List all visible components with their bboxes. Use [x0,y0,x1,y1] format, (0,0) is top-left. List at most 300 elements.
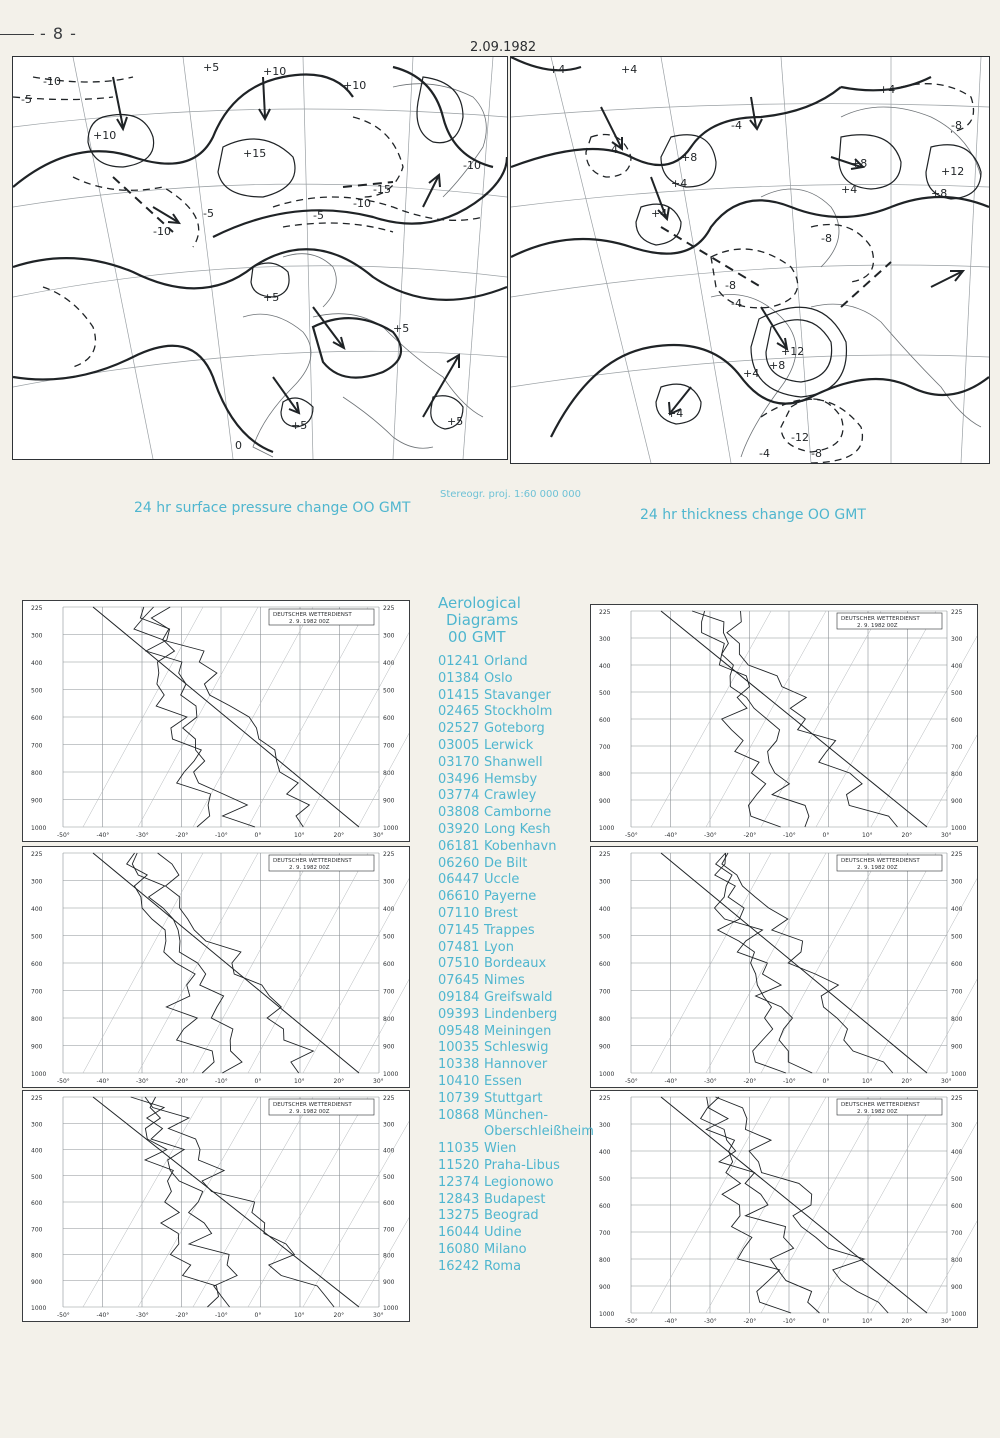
pressure-tick-label: 300 [383,1121,395,1129]
thickness-label: +4 [621,63,638,76]
station-code: 16080 [438,1241,480,1257]
station-code: 07481 [438,939,480,955]
legend-title-line: 00 GMT [448,628,506,646]
pressure-tick-label: 300 [383,878,395,886]
temperature-tick-label: -40° [96,1078,110,1085]
pressure-tick-label: 500 [599,1176,611,1183]
station-name: Lindenberg [484,1006,558,1022]
station-code: 16242 [438,1258,480,1274]
station-code: 01384 [438,670,480,686]
temperature-tick-label: -40° [96,832,110,839]
temperature-tick-label: -30° [136,1312,149,1319]
station-row [438,1141,594,1158]
station-row [438,1091,594,1108]
pressure-tick-label: 800 [383,1252,395,1260]
pressure-tick-label: 600 [951,1203,963,1210]
temperature-tick-label: 30° [373,1312,384,1319]
surface-pressure-change-map [12,56,508,460]
pressure-tick-label: 700 [31,1226,43,1234]
pressure-tick-label: 400 [951,906,963,913]
pressure-tick-label: 800 [951,1016,963,1023]
temperature-tick-label: -10° [783,1318,796,1325]
diagram-header-text: DEUTSCHER WETTERDIENST [273,612,352,618]
pressure-tick-label: 400 [951,1149,963,1156]
thickness-label: +4 [549,63,566,76]
station-row [438,1242,594,1259]
station-row [438,1108,594,1125]
diagram-date-text: 2. 9. 1982 00Z [857,865,898,871]
aerological-diagram [22,1090,410,1322]
pressure-tick-label: 225 [383,1095,395,1102]
page-date: 2.09.1982 [470,40,537,55]
station-name: Stuttgart [484,1090,543,1106]
station-name: Udine [484,1225,522,1241]
station-name: Budapest [484,1191,546,1207]
pressure-tick-label: 400 [383,1147,395,1155]
pressure-tick-label: 600 [951,717,963,724]
pressure-tick-label: 900 [31,797,43,805]
station-name: Stockholm [484,704,553,720]
thickness-label: +12 [941,165,965,178]
pressure-tick-label: 900 [599,798,611,805]
thickness-label: -12 [791,431,809,444]
pressure-tick-label: 700 [951,744,963,751]
isallobar-label: -10 [463,159,481,172]
legend-title-line: Aerological [438,594,521,612]
pressure-tick-label: 700 [31,988,43,996]
diagram-header-text: DEUTSCHER WETTERDIENST [841,858,920,864]
pressure-tick-label: 225 [951,851,963,858]
pressure-tick-label: 400 [383,906,395,913]
temperature-tick-label: 0° [822,832,830,839]
station-row [438,1074,594,1091]
station-code: 12843 [438,1191,480,1207]
pressure-tick-label: 700 [951,988,963,996]
pressure-tick-label: 500 [383,1173,395,1181]
isallobar-label: +5 [393,322,410,335]
aerological-diagram [590,846,978,1088]
pressure-tick-label: 500 [31,1173,43,1181]
temperature-tick-label: -50° [625,1318,638,1325]
page-number: - 8 - [40,24,77,43]
temperature-tick-label: 10° [862,1318,873,1325]
pressure-tick-label: 500 [31,933,43,941]
pressure-tick-label: 1000 [383,1305,399,1312]
pressure-tick-label: 900 [599,1284,611,1291]
temperature-tick-label: -10° [215,1078,228,1085]
station-name: Shanwell [484,754,543,770]
thickness-label: -8 [811,447,822,460]
aerological-diagram-drawing [591,847,977,1087]
station-name: Trappes [484,922,535,938]
surface-pressure-caption: 24 hr surface pressure change OO GMT [134,500,411,516]
projection-note: Stereogr. proj. 1:60 000 000 [440,489,581,500]
temperature-tick-label: 0° [822,1078,830,1085]
station-code: 10410 [438,1073,480,1089]
thickness-change-map [510,56,990,464]
station-code: 03808 [438,805,480,821]
pressure-tick-label: 300 [31,632,43,640]
pressure-tick-label: 600 [31,715,43,722]
isallobar-label: -15 [373,183,391,196]
isallobar-label: +10 [93,129,117,142]
thickness-label: +12 [781,345,805,358]
temperature-tick-label: -30° [136,832,149,839]
pressure-tick-label: 600 [383,1200,395,1207]
pressure-tick-label: 600 [383,961,395,968]
temperature-tick-label: 30° [941,1078,952,1085]
station-row [438,1225,594,1242]
temperature-tick-label: -20° [743,832,757,839]
station-name: Brest [484,905,518,921]
thickness-label: +4 [841,183,858,196]
thickness-label: +4 [671,177,688,190]
temperature-tick-label: 10° [294,1312,305,1319]
aerological-diagram [22,846,410,1088]
pressure-tick-label: 700 [383,742,395,750]
temperature-tick-label: 30° [373,832,384,839]
thickness-label: +4 [879,83,896,96]
pressure-tick-label: 700 [599,744,611,751]
station-name: Uccle [484,872,520,888]
pressure-tick-label: 300 [951,878,963,886]
pressure-tick-label: 225 [599,1095,611,1102]
station-code: 07110 [438,905,480,921]
temperature-tick-label: -30° [136,1078,149,1085]
pressure-tick-label: 1000 [951,1071,967,1078]
pressure-tick-label: 500 [951,690,963,697]
temperature-tick-label: 20° [333,832,345,839]
pressure-tick-label: 600 [951,961,963,968]
temperature-tick-label: -50° [57,1078,70,1085]
station-name: Meiningen [484,1023,552,1039]
pressure-tick-label: 600 [599,1203,611,1210]
pressure-tick-label: 1000 [599,1311,615,1318]
station-name: Bordeaux [484,956,547,972]
pressure-tick-label: 300 [599,1122,611,1129]
station-code: 06260 [438,855,480,871]
pressure-tick-label: 500 [951,1176,963,1183]
isallobar-label: -5 [21,93,32,106]
temperature-tick-label: 10° [294,832,305,839]
pressure-tick-label: 1000 [599,825,615,832]
pressure-tick-label: 1000 [599,1071,615,1078]
pressure-tick-label: 1000 [31,1071,47,1078]
temperature-tick-label: -20° [175,1078,189,1085]
station-row [438,839,594,856]
station-code: 11035 [438,1141,480,1157]
station-row [438,906,594,923]
station-row [438,805,594,822]
temperature-tick-label: -50° [625,1078,638,1085]
station-row [438,956,594,973]
temperature-tick-label: -30° [704,1078,717,1085]
thickness-label: -4 [731,297,742,310]
pressure-tick-label: 800 [383,1016,395,1023]
aerological-diagram [590,1090,978,1328]
station-row [438,738,594,755]
temperature-tick-label: -10° [215,1312,228,1319]
pressure-tick-label: 900 [383,797,395,805]
pressure-tick-label: 1000 [951,1311,967,1318]
station-code: 07645 [438,973,480,989]
temperature-tick-label: -40° [664,1078,678,1085]
aerological-diagram-drawing [591,605,977,841]
pressure-tick-label: 400 [599,1149,611,1156]
pressure-tick-label: 1000 [31,825,47,832]
temperature-tick-label: -30° [704,832,717,839]
pressure-tick-label: 300 [31,878,43,886]
temperature-tick-label: -40° [664,1318,678,1325]
isallobar-label: -10 [153,225,171,238]
station-row [438,1208,594,1225]
pressure-tick-label: 1000 [383,1071,399,1078]
station-row [438,1158,594,1175]
legend-title-line: Diagrams [446,611,519,629]
thickness-label: -8 [821,232,832,245]
station-code: 03496 [438,771,480,787]
temperature-tick-label: -10° [215,832,228,839]
temperature-tick-label: -50° [57,1312,70,1319]
pressure-tick-label: 400 [383,660,395,667]
station-row [438,788,594,805]
pressure-tick-label: 225 [31,851,43,858]
temperature-tick-label: 10° [862,832,873,839]
pressure-tick-label: 400 [31,1147,43,1155]
pressure-tick-label: 225 [951,1095,963,1102]
station-row [438,721,594,738]
pressure-tick-label: 600 [31,1200,43,1207]
pressure-tick-label: 300 [383,632,395,640]
diagram-header-text: DEUTSCHER WETTERDIENST [273,858,352,864]
station-row [438,923,594,940]
temperature-tick-label: 30° [941,1318,952,1325]
pressure-tick-label: 900 [31,1043,43,1051]
pressure-tick-label: 800 [599,771,611,778]
isallobar-label: +5 [203,61,220,74]
isallobar-label: +15 [243,147,267,160]
aerological-legend-title [438,595,521,646]
diagram-header-text: DEUTSCHER WETTERDIENST [841,1102,920,1108]
station-code: 02465 [438,704,480,720]
temperature-tick-label: 0° [254,1312,262,1319]
station-name: Camborne [484,805,552,821]
pressure-tick-label: 300 [951,1122,963,1129]
pressure-tick-label: 500 [383,687,395,695]
isallobar-label: +10 [263,65,287,78]
pressure-tick-label: 1000 [31,1305,47,1312]
thickness-label: -4 [607,143,618,156]
station-code: 01415 [438,687,480,703]
pressure-tick-label: 700 [951,1230,963,1237]
thickness-label: -8 [951,119,962,132]
diagram-date-text: 2. 9. 1982 00Z [857,1109,898,1115]
station-code: 10035 [438,1040,480,1056]
station-name: Roma [484,1258,522,1274]
pressure-tick-label: 900 [383,1278,395,1286]
station-row [438,704,594,721]
aerological-diagram-drawing [23,1091,409,1321]
thickness-label: +4 [651,207,668,220]
station-code: 06181 [438,838,480,854]
pressure-tick-label: 500 [951,933,963,941]
station-row [438,990,594,1007]
thickness-label: +8 [681,151,698,164]
isallobar-label: +5 [291,419,308,432]
station-row [438,1124,594,1141]
thickness-label: +8 [769,359,786,372]
station-code: 09393 [438,1006,480,1022]
pressure-tick-label: 225 [951,609,963,616]
pressure-tick-label: 900 [31,1278,43,1286]
temperature-tick-label: -50° [625,832,638,839]
station-name: Hemsby [484,771,538,787]
pressure-tick-label: 500 [383,933,395,941]
pressure-tick-label: 400 [31,660,43,667]
diagram-date-text: 2. 9. 1982 00Z [289,1109,330,1115]
station-code: 10739 [438,1090,480,1106]
diagram-date-text: 2. 9. 1982 00Z [289,619,330,625]
station-name: Goteborg [484,721,545,737]
pressure-tick-label: 225 [383,851,395,858]
temperature-tick-label: 10° [294,1078,305,1085]
pressure-tick-label: 500 [599,690,611,697]
diagram-header-text: DEUTSCHER WETTERDIENST [841,616,920,622]
aerological-diagram-drawing [23,601,409,841]
pressure-tick-label: 900 [383,1043,395,1051]
station-code: 13275 [438,1208,480,1224]
station-name: Schleswig [484,1040,549,1056]
isallobar-label: -10 [43,75,61,88]
pressure-tick-label: 800 [31,1252,43,1260]
temperature-tick-label: -20° [175,832,189,839]
pressure-tick-label: 900 [951,1284,963,1291]
thickness-label: -8 [725,279,736,292]
temperature-tick-label: 20° [333,1312,345,1319]
pressure-tick-label: 225 [599,609,611,616]
station-code: 03170 [438,754,480,770]
temperature-tick-label: 0° [822,1318,830,1325]
temperature-tick-label: 30° [373,1078,384,1085]
temperature-tick-label: -30° [704,1318,717,1325]
temperature-tick-label: -10° [783,832,796,839]
isallobar-label: -5 [313,209,324,222]
station-name: Stavanger [484,687,551,703]
station-code: 06610 [438,889,480,905]
temperature-tick-label: 20° [901,1318,913,1325]
pressure-tick-label: 300 [31,1121,43,1129]
aerological-diagram [590,604,978,842]
temperature-tick-label: -20° [743,1078,757,1085]
station-row [438,1024,594,1041]
station-name: Oberschleißheim [484,1124,594,1140]
pressure-tick-label: 900 [951,1043,963,1051]
aerological-diagram-drawing [591,1091,977,1327]
thickness-label: -4 [759,447,770,460]
station-row [438,1040,594,1057]
pressure-tick-label: 1000 [383,825,399,832]
station-name: Essen [484,1073,522,1089]
pressure-tick-label: 800 [31,770,43,777]
pressure-tick-label: 225 [31,605,43,612]
temperature-tick-label: -20° [743,1318,757,1325]
station-row [438,1007,594,1024]
pressure-tick-label: 300 [599,878,611,886]
pressure-tick-label: 225 [599,851,611,858]
surface-pressure-map-drawing [13,57,507,459]
station-name: Crawley [484,788,537,804]
station-name: Nimes [484,973,525,989]
pressure-tick-label: 900 [951,798,963,805]
station-row [438,755,594,772]
station-name: Wien [484,1141,517,1157]
station-name: München- [484,1107,549,1123]
pressure-tick-label: 500 [599,933,611,941]
station-name: Long Kesh [484,821,551,837]
thickness-label: +8 [931,187,948,200]
temperature-tick-label: -10° [783,1078,796,1085]
thickness-map-drawing [511,57,989,463]
station-code: 02527 [438,721,480,737]
station-code: 03005 [438,737,480,753]
temperature-tick-label: 20° [333,1078,345,1085]
thickness-label: +4 [743,367,760,380]
isallobar-label: 0 [235,439,242,452]
isallobar-label: +5 [447,415,464,428]
pressure-tick-label: 300 [599,636,611,643]
station-name: Legionowo [484,1174,554,1190]
temperature-tick-label: 20° [901,1078,913,1085]
pressure-tick-label: 400 [599,663,611,670]
pressure-tick-label: 400 [31,906,43,913]
station-name: Greifswald [484,989,553,1005]
station-row [438,671,594,688]
page-rule [0,34,34,35]
pressure-tick-label: 600 [383,715,395,722]
station-row [438,856,594,873]
station-name: Oslo [484,670,513,686]
station-code: 07510 [438,956,480,972]
pressure-tick-label: 600 [599,961,611,968]
station-code: 09184 [438,989,480,1005]
pressure-tick-label: 700 [599,1230,611,1237]
station-row [438,872,594,889]
station-row [438,822,594,839]
thickness-label: -4 [731,119,742,132]
station-code: 07145 [438,922,480,938]
temperature-tick-label: 0° [254,1078,262,1085]
temperature-tick-label: 20° [901,832,913,839]
isallobar-label: -5 [203,207,214,220]
pressure-tick-label: 225 [31,1095,43,1102]
station-code: 03920 [438,821,480,837]
station-name: De Bilt [484,855,528,871]
station-row [438,654,594,671]
temperature-tick-label: -40° [664,832,678,839]
thickness-caption: 24 hr thickness change OO GMT [640,507,866,523]
temperature-tick-label: 10° [862,1078,873,1085]
station-name: Kobenhavn [484,838,557,854]
pressure-tick-label: 225 [383,605,395,612]
diagram-header-text: DEUTSCHER WETTERDIENST [273,1102,352,1108]
temperature-tick-label: -20° [175,1312,189,1319]
station-row [438,688,594,705]
station-row [438,772,594,789]
station-name: Lerwick [484,737,534,753]
diagram-date-text: 2. 9. 1982 00Z [857,623,898,629]
station-code: 01241 [438,654,480,669]
station-row [438,1259,594,1276]
